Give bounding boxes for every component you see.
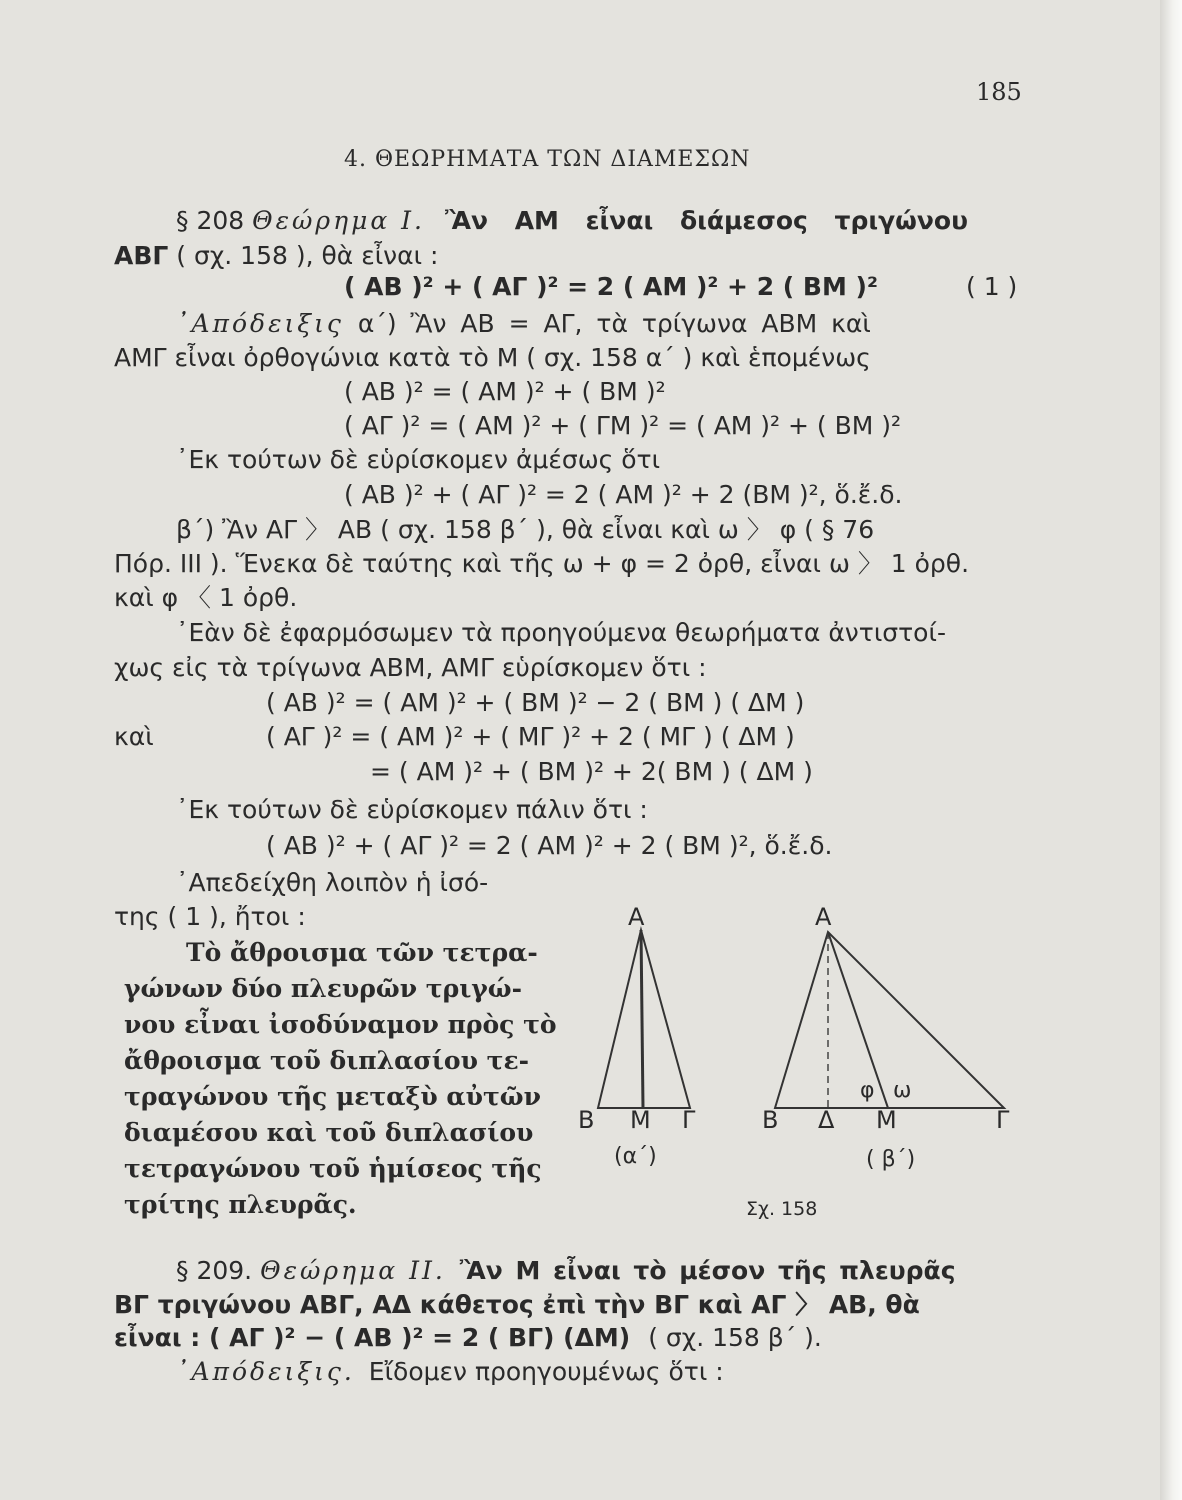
proof-line-1	[176, 309, 871, 339]
proof-formula-6: = ( ΑΜ )² + ( ΒΜ )² + 2( ΒΜ ) ( ΔΜ )	[370, 757, 813, 786]
proof-formula-7: ( ΑΒ )² + ( ΑΓ )² = 2 ( ΑΜ )² + 2 ( ΒΜ )², ὅ.ἔ.δ.	[266, 831, 833, 860]
theorem-209-line-3	[114, 1323, 822, 1353]
proof-formula-4: ( ΑΒ )² = ( ΑΜ )² + ( ΒΜ )² − 2 ( ΒΜ ) ( ΔΜ )	[266, 688, 805, 717]
statement-line-4: ἄθροισμα τοῦ διπλασίου τε-	[124, 1046, 530, 1075]
proof-line-5: Πόρ. ΙΙΙ ). Ἕνεκα δὲ ταύτης καὶ τῆς ω + φ = 2 ὀρθ, εἶναι ω 〉 1 ὀρθ.	[114, 549, 970, 578]
statement-line-2: γώνων δύο πλευρῶν τριγώ-	[124, 974, 522, 1003]
theorem-208-text-2: ( σχ. 158 ), θὰ εἶναι :	[176, 241, 439, 270]
fig-a-apex-label: Α	[628, 903, 645, 931]
fig-b-g-label: Γ	[996, 1106, 1010, 1134]
statement-line-5: τραγώνου τῆς μεταξὺ αὐτῶν	[124, 1082, 541, 1111]
page-edge	[1160, 0, 1182, 1500]
fig-b-apex-label: Α	[815, 903, 832, 931]
proof-kai: καὶ	[114, 722, 154, 751]
fig-a-caption: (α΄)	[614, 1144, 657, 1169]
statement-line-6: διαμέσου καὶ τοῦ διπλασίου	[124, 1118, 534, 1147]
statement-line-3: νου εἶναι ἰσοδύναμον πρὸς τὸ	[124, 1010, 557, 1039]
proof-line-3: ᾿Εκ τούτων δὲ εὑρίσκομεν ἀμέσως ὅτι	[176, 445, 661, 474]
fig-b-m-label: Μ	[876, 1106, 897, 1134]
proof-line-11: της ( 1 ), ἤτοι :	[114, 902, 306, 931]
theorem-209-label: Θεώρημα II.	[260, 1256, 446, 1285]
theorem-208-label: Θεώρημα I.	[252, 206, 425, 235]
theorem-209-proof-label: ᾿Απόδειξις.	[176, 1357, 355, 1386]
theorem-208-number: § 208	[176, 206, 245, 235]
proof-line-8: χως εἰς τὰ τρίγωνα ΑΒΜ, ΑΜΓ εὑρίσκομεν ὅτι :	[114, 653, 707, 682]
proof-formula-3: ( ΑΒ )² + ( ΑΓ )² = 2 ( ΑΜ )² + 2 (ΒΜ )², ὅ.ἔ.δ.	[344, 480, 903, 509]
median-b	[828, 932, 888, 1108]
figure-158	[560, 895, 1030, 1230]
theorem-208-formula: ( ΑΒ )² + ( ΑΓ )² = 2 ( ΑΜ )² + 2 ( ΒΜ )²	[344, 272, 878, 301]
statement-line-7: τετραγώνου τοῦ ἡμίσεος τῆς	[124, 1154, 542, 1183]
proof-formula-1: ( ΑΒ )² = ( ΑΜ )² + ( ΒΜ )²	[344, 377, 666, 406]
proof-formula-5: ( ΑΓ )² = ( ΑΜ )² + ( ΜΓ )² + 2 ( ΜΓ ) ( ΔΜ )	[266, 722, 795, 751]
theorem-209-ref: ( σχ. 158 β΄ ).	[648, 1323, 822, 1352]
theorem-209-number: § 209.	[176, 1256, 253, 1285]
theorem-209-line-2: ΒΓ τριγώνου ΑΒΓ, ΑΔ κάθετος ἐπὶ τὴν ΒΓ καὶ ΑΓ 〉 ΑΒ, θὰ	[114, 1290, 920, 1319]
page-number: 185	[976, 78, 1022, 106]
fig-a-m-label: Μ	[630, 1106, 651, 1134]
statement-line-8: τρίτης πλευρᾶς.	[124, 1190, 357, 1219]
theorem-209-proof-line	[176, 1357, 724, 1387]
theorem-208-line-1	[176, 206, 968, 236]
proof-line-2: ΑΜΓ εἶναι ὀρθογώνια κατὰ τὸ Μ ( σχ. 158 α΄ ) καὶ ἑπομένως	[114, 343, 871, 372]
figure-caption: Σχ. 158	[746, 1198, 818, 1220]
theorem-209-text-1: Ἂν Μ εἶναι τὸ μέσον τῆς πλευρᾶς	[459, 1256, 956, 1285]
proof-label: ᾿Απόδειξις	[176, 309, 344, 338]
proof-line-6: καὶ φ 〈 1 ὀρθ.	[114, 583, 298, 612]
theorem-209-formula: εἶναι : ( ΑΓ )² − ( ΑΒ )² = 2 ( ΒΓ) (ΔΜ)	[114, 1323, 631, 1352]
fig-b-d-label: Δ	[818, 1106, 835, 1134]
proof-line-7: ᾿Εὰν δὲ ἐφαρμόσωμεν τὰ προηγούμενα θεωρήματα ἀντιστοί-	[176, 618, 946, 647]
fig-a-b-label: Β	[578, 1106, 595, 1134]
theorem-208-tag: ( 1 )	[966, 272, 1018, 301]
fig-b-b-label: Β	[762, 1106, 779, 1134]
proof-text-1: α΄) Ἂν ΑΒ = ΑΓ, τὰ τρίγωνα ΑΒΜ καὶ	[357, 309, 871, 338]
proof-line-10: ᾿Απεδείχθη λοιπὸν ἡ ἰσό-	[176, 868, 489, 897]
triangle-b	[775, 932, 1004, 1108]
theorem-209-line-1	[176, 1256, 956, 1286]
fig-a-g-label: Γ	[682, 1106, 696, 1134]
theorem-209-proof-text: Εἴδομεν προηγουμένως ὅτι :	[368, 1357, 724, 1386]
statement-line-1: Τὸ ἄθροισμα τῶν τετρα-	[186, 938, 538, 967]
median-a	[641, 930, 643, 1108]
proof-line-4: β΄) Ἂν ΑΓ 〉 ΑΒ ( σχ. 158 β΄ ), θὰ εἶναι καὶ ω 〉 φ ( § 76	[176, 515, 875, 544]
section-heading: 4. ΘΕΩΡΗΜΑΤΑ ΤΩΝ ΔΙΑΜΕΣΩΝ	[344, 147, 751, 172]
proof-line-9: ᾿Εκ τούτων δὲ εὑρίσκομεν πάλιν ὅτι :	[176, 795, 648, 824]
theorem-208-triangle: ΑΒΓ	[114, 241, 169, 270]
fig-b-phi-label: φ	[860, 1078, 875, 1103]
fig-b-omega-label: ω	[893, 1078, 912, 1103]
theorem-208-line-2	[114, 241, 438, 271]
theorem-208-text: Ἂν ΑΜ εἶναι διάμεσος τριγώνου	[444, 206, 968, 235]
fig-b-caption: ( β΄)	[866, 1147, 916, 1172]
proof-formula-2: ( ΑΓ )² = ( ΑΜ )² + ( ΓΜ )² = ( ΑΜ )² + ( ΒΜ )²	[344, 411, 902, 440]
